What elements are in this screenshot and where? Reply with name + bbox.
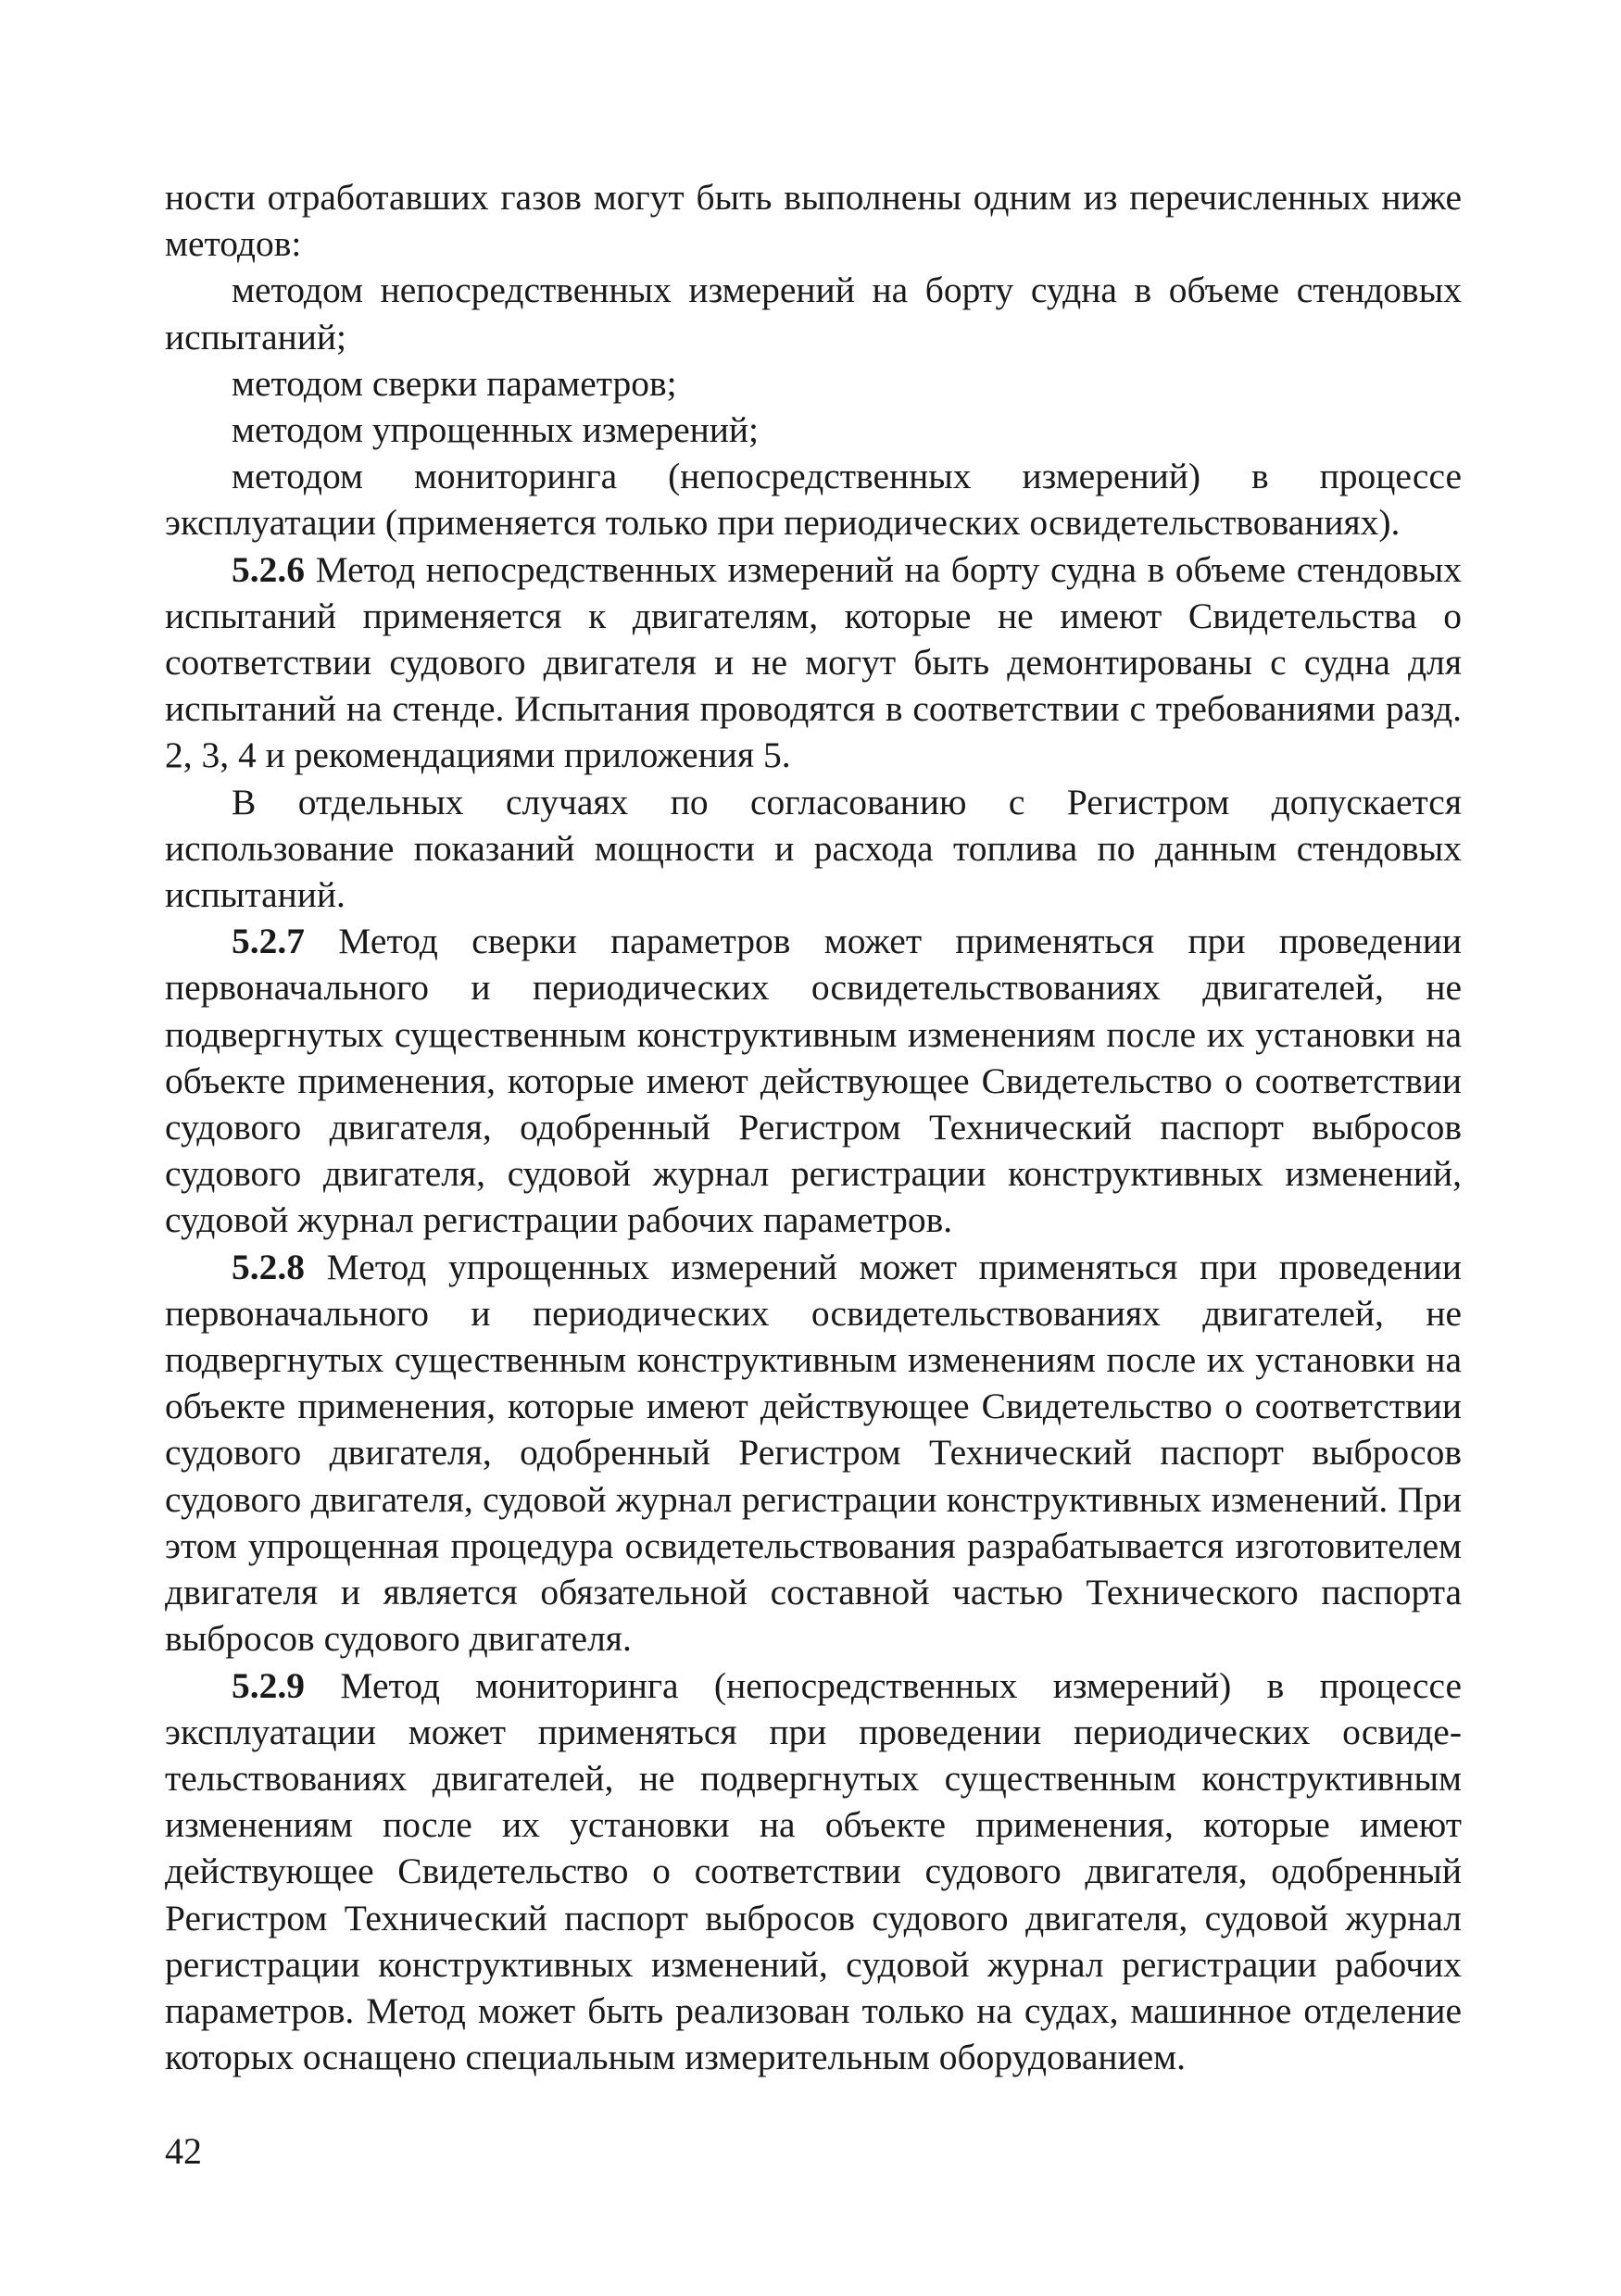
paragraph-text: методом сверки параметров; <box>232 362 677 404</box>
list-item-method-direct <box>165 267 1462 359</box>
paragraph-text: методом мониторинга (непосредственных измерений) в процессе эксплуатации (применяется только при периодических освидетельствованиях). <box>165 456 1462 544</box>
page-number: 42 <box>165 2130 202 2172</box>
paragraph-text: Метод упрощенных измерений может применяться при проведении первоначального и периодических освидетельствованиях двигателей, не подвергнутых существенным конструктивным изменениям после их установки на объекте применения, которые имеют действующее Свидетельство о соответствии судового двигателя, одобренный Регистром Технический паспорт выбросов судового двигателя, судовой журнал регистрации конструктивных изменений. При этом упрощенная процедура освидетельствования разрабатывается изготовителем двигателя и является обязательной составной частью Технического паспорта выбросов судового двигателя. <box>165 1246 1462 1660</box>
clause-number: 5.2.7 <box>232 921 305 962</box>
clause-number: 5.2.9 <box>232 1664 305 1706</box>
clause-5-2-8 <box>165 1244 1462 1662</box>
clause-5-2-6 <box>165 546 1462 779</box>
paragraph-text: методом упрощенных измерений; <box>232 409 760 451</box>
paragraph-continuation <box>165 174 1462 267</box>
clause-5-2-7 <box>165 918 1462 1243</box>
list-item-method-monitoring <box>165 453 1462 546</box>
paragraph-text: Метод сверки параметров может применяться при проведении первоначального и периодических освидетельствованиях двигателей, не подвергнутых существенным конструктивным изменениям после их установки на объекте применения, которые имеют действующее Свидетельство о соответствии судового двигателя, одобренный Регистром Технический паспорт выбросов судового двигателя, судовой журнал регистрации конструктивных изменений, судовой журнал регистрации рабочих параметров. <box>165 921 1462 1241</box>
list-item-method-parameter-check <box>165 360 1462 407</box>
clause-5-2-9 <box>165 1662 1462 2081</box>
paragraph-text: Метод мониторинга (непосредственных измерений) в процессе эксплуатации может применяться при проведении периодических освидетельствованиях двигателей, не подвергнутых существенным конструктивным изменениям после их установки на объекте применения, которые имеют действующее Свидетельство о соответствии судового двигателя, одобренный Регистром Технический паспорт выбросов судового двигателя, судовой журнал регистрации конструктивных изменений, судовой журнал регистрации рабочих параметров. Метод может быть реализован только на судах, машинное отделение которых оснащено специальным измерительным оборудованием. <box>165 1664 1462 2078</box>
list-item-method-simplified <box>165 407 1462 453</box>
paragraph-text: ности отработавших газов могут быть выполнены одним из перечисленных ниже методов: <box>165 177 1462 265</box>
clause-number: 5.2.6 <box>232 548 305 590</box>
paragraph-text: В отдельных случаях по согласованию с Регистром допускается использование показаний мощности и расхода топлива по данным стендовых испытаний. <box>165 781 1462 916</box>
clause-number: 5.2.8 <box>232 1246 305 1287</box>
paragraph-text: Метод непосредственных измерений на борту судна в объеме стендовых испытаний применяется к двигателям, которые не имеют Свидетельства о соответствии судового двигателя и не могут быть демонтированы с судна для испытаний на стенде. Испытания проводятся в соответствии с требованиями разд. 2, 3, 4 и рекомендациями приложения 5. <box>165 548 1462 776</box>
page-body <box>165 174 1462 2080</box>
clause-5-2-6-note <box>165 779 1462 919</box>
paragraph-text: методом непосредственных измерений на борту судна в объеме стендовых испытаний; <box>165 270 1462 358</box>
